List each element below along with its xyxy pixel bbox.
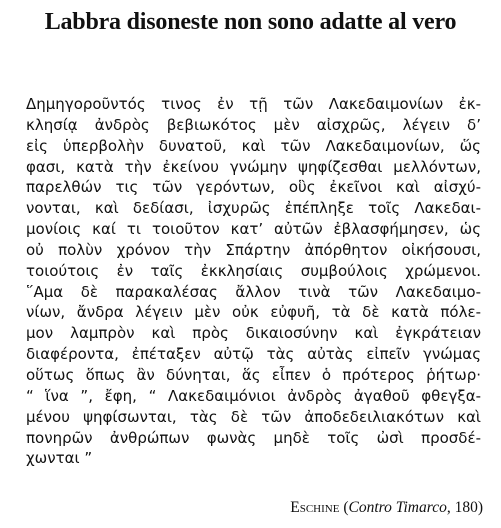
passage-line: οὐ πολὺν χρόνον τὴν Σπάρτην ἀπόρθητον οἰκήσουσι, <box>26 240 481 259</box>
passage-line: τοιούτοις ἐν ταῖς ἐκκλησίαις συμβούλοις χρώμενοι. <box>26 261 481 280</box>
attribution <box>290 499 483 517</box>
passage-line: κλησίᾳ ἀνδρὸς βεβιωκότος μὲν αἰσχρῶς, λέγειν δ’ <box>26 115 481 134</box>
passage-line: νίων, ἄνδρα λέγειν μὲν οὐκ εὐφυῆ, τὰ δὲ κατὰ πόλε- <box>26 303 481 322</box>
attribution-author: Eschine <box>290 499 340 516</box>
passage-line: εἰς ὑπερβολὴν δυνατοῦ, καὶ τῶν Λακεδαιμονίων, ὥς <box>26 136 481 155</box>
passage-line: παρελθών τις τῶν γερόντων, οὓς ἐκεῖνοι καὶ αἰσχύ- <box>26 178 481 197</box>
passage-line: φασι, κατὰ τὴν ἐκείνου γνώμην ψηφίζεσθαι μελλόντων, <box>26 157 481 176</box>
attribution-open: ( <box>339 499 349 516</box>
passage-line: μον λαμπρὸν καὶ πρὸς δικαιοσύνην καὶ ἐγκράτειαν <box>26 324 481 343</box>
passage-line: πονηρῶν ἀνθρώπων φωνὰς μηδὲ τοῖς ὠσὶ προσδέ- <box>26 428 481 447</box>
passage-line: νονται, καὶ δεδίασι, ἰσχυρῶς ἐπέπληξε τοῖς Λακεδαι- <box>26 199 481 218</box>
passage-line: διαφέροντα, ἐπέταξεν αὐτῷ τὰς αὐτὰς εἰπεῖν γνώμας <box>26 345 481 364</box>
passage-line: “ ἵνα ”, ἔφη, “ Λακεδαιμόνιοι ἀνδρὸς ἀγαθοῦ φθεγξα- <box>26 386 481 405</box>
passage-line: μονίοις καί τι τοιοῦτον κατ’ αὐτῶν ἐβλασφήμησεν, ὡς <box>26 220 481 239</box>
attribution-work: Contro Timarco <box>348 499 447 516</box>
passage-line: χωνται ” <box>26 449 93 468</box>
passage-line: ῞Αμα δὲ παρακαλέσας ἄλλον τινὰ τῶν Λακεδαιμο- <box>26 282 481 301</box>
page-title: Labbra disoneste non sono adatte al vero <box>44 9 457 35</box>
passage-line: οὕτως ὅπως ἂν δύνηται, ἅς εἶπεν ὁ πρότερος ῥήτωρ· <box>26 365 481 384</box>
passage-line: μένου ψηφίσωνται, τὰς δὲ τῶν ἀποδεδειλιακότων καὶ <box>26 407 481 426</box>
greek-passage <box>26 94 481 469</box>
attribution-close: , 180) <box>446 499 483 516</box>
passage-line: Δημηγοροῦντός τινος ἐν τῇ τῶν Λακεδαιμονίων ἐκ- <box>26 95 481 113</box>
